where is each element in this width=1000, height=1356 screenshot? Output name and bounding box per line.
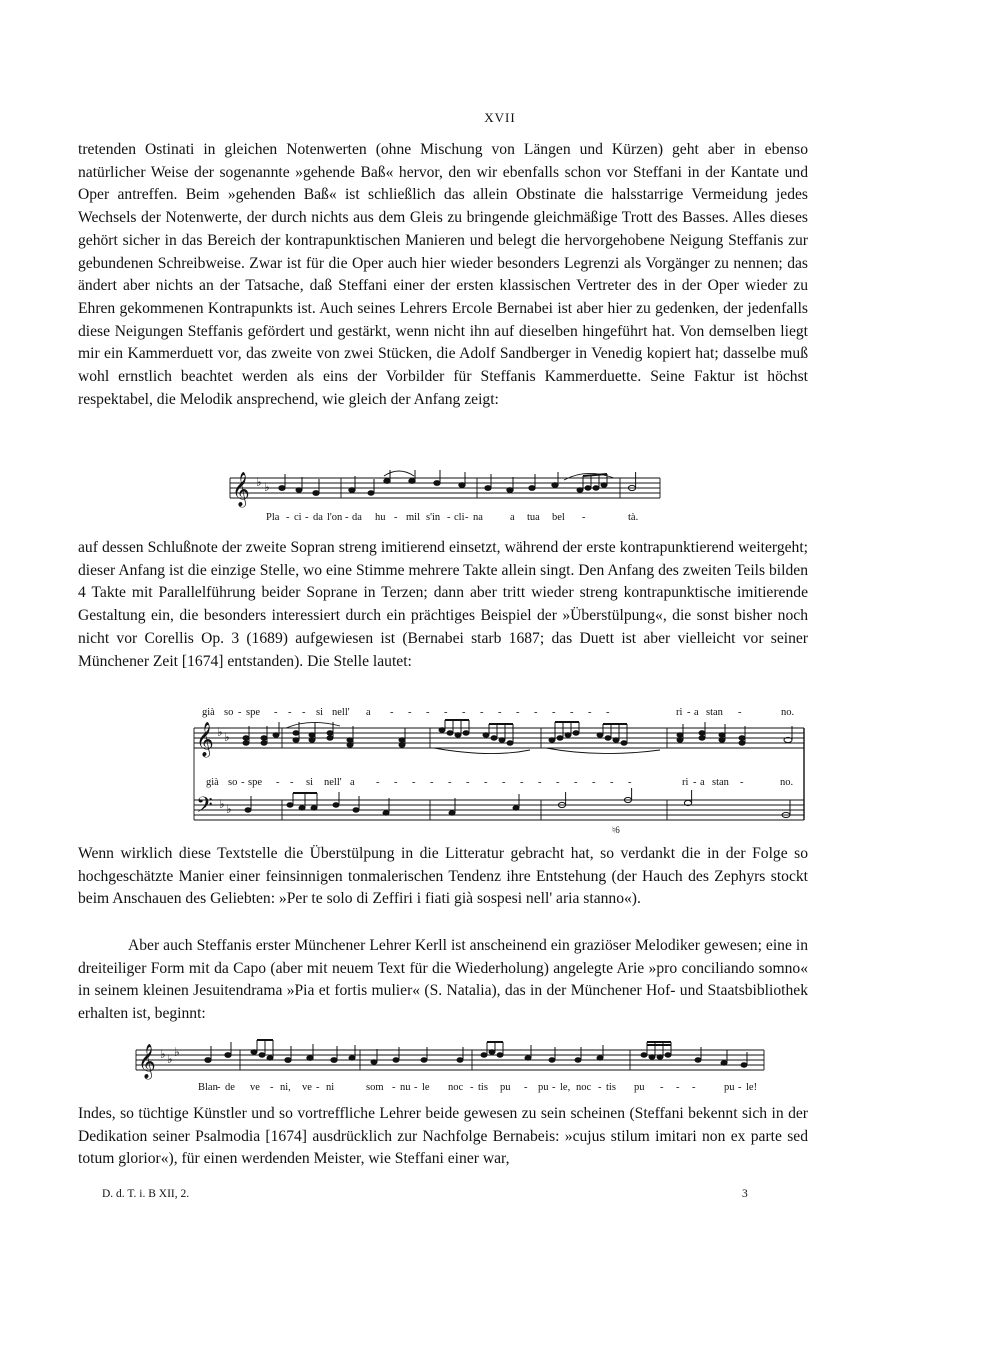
- svg-text:-: -: [270, 1082, 274, 1093]
- svg-text:-: -: [238, 707, 242, 718]
- svg-text:-: -: [692, 1082, 696, 1093]
- paragraph-5: Indes, so tüchtige Künstler und so vortreffliche Lehrer beide gewesen zu sein scheinen (Steffani bekennt sich in der Dedikation seiner Psalmodia [1674] ausdrücklich zur Nachfolge Bernabeis: »cujus stilum imitari non ex parte sed totum glorior«), für einen werdenden Meister, wie Steffani einer war,: [78, 1105, 808, 1168]
- svg-text:-: -: [610, 777, 614, 788]
- svg-text:ni,: ni,: [280, 1082, 291, 1093]
- svg-text:𝄞: 𝄞: [196, 723, 214, 756]
- svg-text:♭: ♭: [264, 480, 270, 494]
- svg-text:-: -: [524, 1082, 528, 1093]
- svg-text:cli: cli: [454, 512, 465, 523]
- svg-text:-: -: [462, 707, 466, 718]
- svg-text:-: -: [660, 1082, 664, 1093]
- svg-text:le,: le,: [560, 1082, 571, 1093]
- svg-text:a: a: [350, 777, 355, 788]
- svg-text:pu: pu: [724, 1082, 735, 1093]
- svg-text:a: a: [366, 707, 371, 718]
- paragraph-4: Aber auch Steffanis erster Münchener Lehrer Kerll ist anscheinend ein graziöser Melodiker gewesen; eine in dreiteiliger Form mit da Capo (aber mit neuem Text für die Wiederholung) angelegte Arie »pro conciliando somno« in seinem kleinen Jesuitendrama »Pia et fortis mulier« (S. Natalia), das in der Münchener Hof- und Staatsbibliothek erhalten ist, beginnt:: [78, 937, 808, 1023]
- svg-text:♭: ♭: [256, 475, 262, 489]
- footer-sheet-number: 3: [742, 1188, 748, 1200]
- svg-text:ri: ri: [682, 777, 689, 788]
- svg-text:l'on: l'on: [327, 512, 343, 523]
- music-example-2: [190, 702, 810, 834]
- svg-text:-: -: [392, 1082, 396, 1093]
- svg-text:-: -: [502, 777, 506, 788]
- svg-text:nell': nell': [332, 707, 350, 718]
- svg-text:-: -: [448, 777, 452, 788]
- svg-text:da: da: [313, 512, 323, 523]
- svg-text:♭: ♭: [160, 1047, 166, 1061]
- svg-text:ni: ni: [326, 1082, 335, 1093]
- svg-text:pu: pu: [538, 1082, 549, 1093]
- svg-text:-: -: [302, 707, 306, 718]
- svg-text:-: -: [606, 707, 610, 718]
- svg-text:pu: pu: [634, 1082, 645, 1093]
- bass-clef-icon: [196, 793, 213, 822]
- svg-text:-: -: [414, 1082, 418, 1093]
- svg-text:-: -: [574, 777, 578, 788]
- svg-text:-: -: [592, 777, 596, 788]
- svg-text:♭: ♭: [167, 1052, 173, 1066]
- svg-text:si: si: [306, 777, 314, 788]
- svg-text:-: -: [305, 512, 309, 523]
- svg-text:ve: ve: [250, 1082, 260, 1093]
- svg-text:-: -: [376, 777, 380, 788]
- svg-text:som: som: [366, 1082, 384, 1093]
- svg-text:le: le: [422, 1082, 430, 1093]
- svg-text:noc: noc: [576, 1082, 592, 1093]
- svg-text:-: -: [538, 777, 542, 788]
- svg-text:-: -: [480, 707, 484, 718]
- paragraph-2: auf dessen Schlußnote der zweite Sopran streng imitierend einsetzt, während der erste kontrapunktierend weitergeht; dieser Anfang ist die einzige Stelle, wo eine Stimme mehrere Takte allein singt. Den Anfang des zweiten Teils bilden 4 Takte mit Parallelführung beider Soprane in Terzen; dann aber tritt wieder streng kontrapunktische imitierende Gestaltung ein, die besonders interessiert durch ein prächtiges Beispiel der »Überstülpung«, die sonst bisher noch nicht vor Corellis Op. 3 (1689) aufgewiesen ist (Bernabei starb 1687; das Duett ist aber vielleicht vor seiner Münchener Zeit [1674] entstanden). Die Stelle lautet:: [78, 539, 808, 670]
- svg-text:-: -: [676, 1082, 680, 1093]
- svg-text:ci: ci: [294, 512, 302, 523]
- svg-text:stan: stan: [706, 707, 723, 718]
- svg-text:-: -: [588, 707, 592, 718]
- svg-text:no.: no.: [781, 707, 795, 718]
- page-number: XVII: [484, 110, 516, 125]
- svg-text:-: -: [345, 512, 349, 523]
- treble-clef-icon: [138, 1044, 156, 1080]
- paragraph-1: tretenden Ostinati in gleichen Notenwerten (ohne Mischung von Längen und Kürzen) geht aber in ebenso natürlicher Weise der sogenannte »gehende Baß« hervor, den wir ebenfalls schon vor Steffani in der Kantate und Oper antreffen. Beim »gehenden Baß« ist schließlich das allein Obstinate die halsstarrige Vermeidung jedes Wechsels der Notenwerte, der durch nichts aus dem Gleis zu bringende gleichmäßige Trott des Basses. Alles dieses gehört sicher in das Bereich der kontrapunktischen Manieren und belegt die hervorgehobene Neigung Steffanis zur gebundenen Schreibweise. Zwar ist für die Oper auch hier wieder besonders Legrenzi als Vorgänger zu nennen; das ändert aber nichts an der Tatsache, daß Steffani einer der ersten klassischen Vertreter des in der Oper wieder zu Ehren gekommenen Kontrapunkts ist. Auch seines Lehrers Ercole Bernabei ist aber hier zu gedenken, der jedenfalls diese Neigungen Steffanis gefördert und gestärkt, wenn nicht ihn auf dieselben hingeführt hat. Von demselben liegt mir ein Kammerduett vor, das zweite von zwei Stücken, die Adolf Sandberger in Venedig kopiert hat; dasselbe muß wohl ernstlich beachtet werden als eins der Vorbilder für Steffanis Kammerduette. Seine Faktur ist höchst respektabel, die Melodik ansprechend, wie gleich der Anfang zeigt:: [78, 141, 808, 408]
- svg-text:♭: ♭: [217, 725, 223, 739]
- svg-text:-: -: [520, 777, 524, 788]
- svg-text:-: -: [394, 777, 398, 788]
- svg-text:-: -: [408, 707, 412, 718]
- svg-text:-: -: [687, 707, 691, 718]
- svg-text:-: -: [290, 777, 294, 788]
- figured-bass-label: ♮6: [612, 825, 620, 834]
- svg-text:-: -: [582, 512, 586, 523]
- svg-text:spe: spe: [246, 707, 260, 718]
- svg-text:da: da: [352, 512, 362, 523]
- svg-text:𝄢: 𝄢: [196, 793, 213, 822]
- svg-text:già: già: [206, 777, 219, 788]
- svg-text:-: -: [693, 777, 697, 788]
- svg-text:stan: stan: [712, 777, 729, 788]
- paragraph-3: Wenn wirklich diese Textstelle die Überstülpung in die Litteratur gebracht hat, so verdankt die in der Folge so hochgeschätzte Manier einer feinsinnigen tonmalerischen Tendenz ihre Entstehung (der Hauch des Zephyrs stockt beim Anschauen des Geliebten: »Per te solo di Zeffiri i fiati già sospesi nell' aria stanno«).: [78, 845, 808, 908]
- svg-text:-: -: [217, 1082, 221, 1093]
- svg-text:𝄞: 𝄞: [232, 473, 250, 506]
- music-example-3-lyrics: [198, 1082, 757, 1093]
- svg-text:si: si: [316, 707, 324, 718]
- svg-text:-: -: [470, 1082, 474, 1093]
- svg-text:-: -: [738, 1082, 742, 1093]
- svg-text:ve: ve: [302, 1082, 312, 1093]
- svg-text:-: -: [552, 707, 556, 718]
- svg-text:-: -: [534, 707, 538, 718]
- svg-text:-: -: [274, 707, 278, 718]
- svg-text:già: già: [202, 707, 215, 718]
- svg-text:-: -: [484, 777, 488, 788]
- svg-text:a: a: [700, 777, 705, 788]
- svg-text:-: -: [390, 707, 394, 718]
- treble-clef-icon: [196, 722, 214, 758]
- music-example-1-lyrics: [266, 512, 638, 523]
- music-example-3: [130, 1030, 770, 1096]
- svg-text:♭: ♭: [224, 730, 230, 744]
- svg-text:-: -: [556, 777, 560, 788]
- svg-text:-: -: [740, 777, 744, 788]
- svg-text:a: a: [694, 707, 699, 718]
- svg-text:𝄞: 𝄞: [138, 1045, 156, 1078]
- lower-lyrics: [206, 777, 793, 788]
- svg-text:hu: hu: [375, 512, 386, 523]
- svg-text:de: de: [225, 1082, 235, 1093]
- svg-text:-: -: [426, 707, 430, 718]
- svg-text:so: so: [228, 777, 238, 788]
- footer-signature: D. d. T. i. B XII, 2.: [102, 1188, 190, 1200]
- svg-text:mil: mil: [406, 512, 421, 523]
- svg-text:tis: tis: [478, 1082, 488, 1093]
- svg-text:s'in: s'in: [426, 512, 441, 523]
- treble-clef-icon: [232, 472, 250, 508]
- svg-text:pu: pu: [500, 1082, 511, 1093]
- svg-text:bel: bel: [552, 512, 565, 523]
- svg-text:-: -: [276, 777, 280, 788]
- svg-text:ri: ri: [676, 707, 683, 718]
- svg-text:-: -: [465, 512, 469, 523]
- svg-text:le!: le!: [746, 1082, 758, 1093]
- svg-text:-: -: [466, 777, 470, 788]
- svg-text:♭: ♭: [174, 1045, 180, 1059]
- svg-text:tis: tis: [606, 1082, 616, 1093]
- svg-text:-: -: [598, 1082, 602, 1093]
- svg-text:Pla: Pla: [266, 512, 280, 523]
- svg-text:-: -: [570, 707, 574, 718]
- svg-text:-: -: [447, 512, 451, 523]
- svg-text:♭: ♭: [219, 797, 225, 811]
- svg-text:-: -: [286, 512, 290, 523]
- svg-text:tua: tua: [527, 512, 540, 523]
- svg-text:♭: ♭: [226, 802, 232, 816]
- svg-text:-: -: [288, 707, 292, 718]
- svg-text:-: -: [552, 1082, 556, 1093]
- svg-text:-: -: [394, 512, 398, 523]
- svg-text:-: -: [738, 707, 742, 718]
- svg-text:noc: noc: [448, 1082, 464, 1093]
- svg-text:no.: no.: [780, 777, 794, 788]
- svg-text:spe: spe: [248, 777, 262, 788]
- svg-text:na: na: [473, 512, 483, 523]
- svg-text:-: -: [430, 777, 434, 788]
- svg-text:nell': nell': [324, 777, 342, 788]
- svg-text:nu: nu: [400, 1082, 411, 1093]
- svg-text:tà.: tà.: [628, 512, 639, 523]
- svg-text:-: -: [444, 707, 448, 718]
- svg-text:-: -: [412, 777, 416, 788]
- svg-text:-: -: [628, 777, 632, 788]
- svg-text:-: -: [516, 707, 520, 718]
- upper-lyrics: [202, 707, 794, 718]
- svg-text:so: so: [224, 707, 234, 718]
- svg-text:-: -: [498, 707, 502, 718]
- music-example-1: [224, 470, 664, 526]
- svg-text:-: -: [316, 1082, 320, 1093]
- svg-text:Blan: Blan: [198, 1082, 218, 1093]
- svg-text:a: a: [510, 512, 515, 523]
- svg-text:-: -: [241, 777, 245, 788]
